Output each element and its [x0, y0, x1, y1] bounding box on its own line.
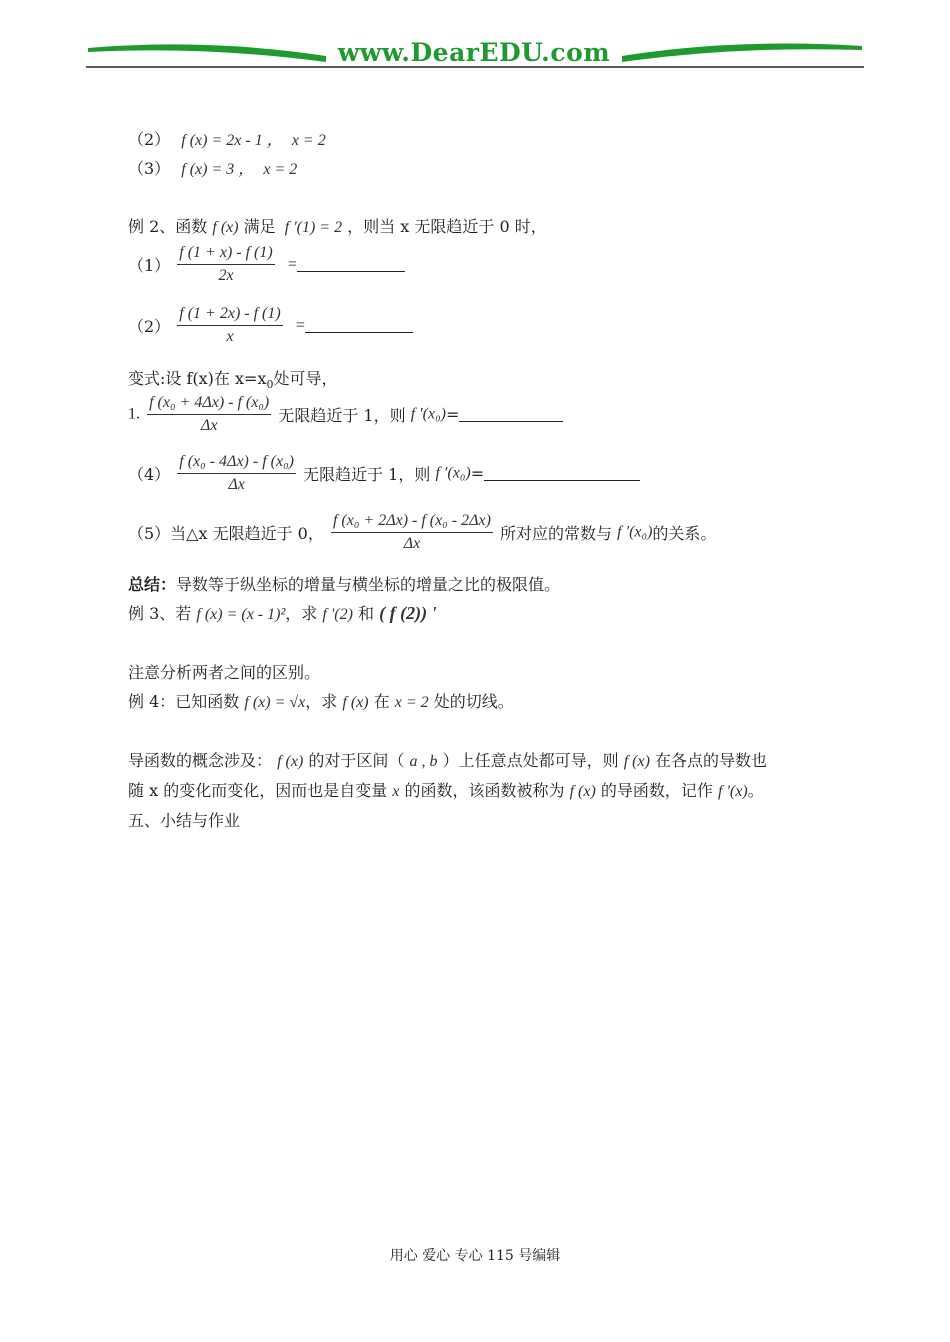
ex4-text-d: 处的切线。: [433, 692, 514, 711]
def-text-2b: 的函数，该函数被称为: [404, 781, 565, 800]
v4-fraction: [177, 453, 296, 494]
v1-equals: =: [445, 405, 460, 424]
header-site-title[interactable]: www.DearEDU.com: [337, 38, 611, 67]
ex2-2-label: （2）: [128, 317, 171, 336]
v4-text: 无限趋近于 1，则: [303, 465, 431, 484]
example-2-statement: [128, 214, 547, 237]
definition-line-2: [128, 778, 764, 801]
q2-label: （2）: [128, 130, 171, 149]
def-text-1a: 导函数的概念涉及：: [128, 751, 273, 770]
v4-denominator: Δx: [228, 476, 245, 493]
v1-label: 1.: [128, 405, 140, 423]
question-3: [128, 156, 297, 179]
ex2-1-fraction: [177, 244, 274, 285]
v4-label: （4）: [128, 465, 171, 484]
example-3: [128, 601, 437, 624]
summary-label: 总结：: [128, 575, 177, 594]
ex3-text-c: 和: [358, 604, 375, 623]
v1-fraction: [147, 394, 271, 435]
variant-5: [128, 512, 716, 553]
ex2-function: f (x): [212, 219, 239, 236]
ex3-derivative: f '(2): [322, 606, 353, 623]
def-interval: a , b: [409, 753, 438, 770]
ex2-1-answer-blank[interactable]: [297, 257, 405, 272]
v5-text-a: （5）当△x 无限趋近于 0，: [128, 524, 324, 543]
ex2-condition: f '(1) = 2: [284, 219, 343, 236]
question-2: [128, 127, 326, 150]
ex4-text-c: 在: [373, 692, 390, 711]
v5-numerator: f (x₀ + 2Δx) - f (x₀ - 2Δx): [331, 512, 493, 533]
v4-answer-blank[interactable]: [484, 466, 640, 481]
def-text-1c: ）上任意点处都可导，则: [442, 751, 619, 770]
ex2-1-numerator: f (1 + x) - f (1): [177, 244, 274, 265]
ex2-1-label: （1）: [128, 256, 171, 275]
v1-denominator: Δx: [200, 417, 218, 434]
ex4-point: x = 2: [394, 694, 429, 711]
ex2-2-equals: =: [295, 316, 305, 334]
v1-numerator: f (x₀ + 4Δx) - f (x₀): [147, 394, 271, 415]
def-text-1b: 的对于区间（: [308, 751, 405, 770]
def-derivative: f '(x): [718, 783, 748, 800]
example-2-part-1: [128, 244, 405, 285]
v1-answer-blank[interactable]: [459, 407, 563, 422]
ex4-text-a: 例 4：已知函数: [128, 692, 240, 711]
ex2-1-equals: =: [287, 255, 297, 273]
v5-text-b: 所对应的常数与: [500, 524, 613, 543]
q2-condition: x = 2: [291, 132, 326, 149]
ex2-text-b: 满足: [243, 217, 276, 236]
def-text-2d: 。: [747, 781, 764, 800]
v5-text-c: 的关系。: [652, 524, 717, 543]
ex2-2-numerator: f (1 + 2x) - f (1): [177, 305, 282, 326]
example-4: [128, 689, 514, 712]
ex3-text-a: 例 3、若: [128, 604, 192, 623]
page-footer: 用心 爱心 专心 115 号编辑: [389, 1248, 561, 1264]
v4-derivative: f ′(x₀): [435, 464, 471, 482]
ex2-text-c: ，则当 x 无限趋近于 0 时，: [347, 217, 547, 236]
ex2-text-a: 例 2、函数: [128, 217, 208, 236]
summary: [128, 572, 560, 595]
summary-text: 导数等于纵坐标的增量与横坐标的增量之比的极限值。: [176, 575, 561, 594]
v4-numerator: f (x₀ - 4Δx) - f (x₀): [177, 453, 296, 474]
q2-expression: f (x) = 2x - 1 ，: [181, 132, 283, 149]
v1-text: 无限趋近于 1，则: [278, 406, 406, 425]
v5-derivative: f ′(x₀): [617, 523, 653, 541]
example-2-part-2: [128, 305, 413, 346]
v4-equals: =: [470, 464, 485, 483]
ex4-function: f (x) = √x: [244, 694, 306, 711]
def-fx-2: f (x): [623, 753, 650, 770]
ex2-2-answer-blank[interactable]: [305, 318, 413, 333]
variant-4: [128, 453, 640, 494]
header-banner: [86, 36, 864, 72]
ex2-2-fraction: [177, 305, 282, 346]
variant-intro: [128, 366, 337, 391]
ex3-text-b: ，求: [285, 604, 318, 623]
def-fx-1: f (x): [277, 753, 304, 770]
def-fx-3: f (x): [569, 783, 596, 800]
v5-denominator: Δx: [403, 535, 421, 552]
q3-label: （3）: [128, 159, 171, 178]
def-text-1d: 在各点的导数也: [655, 751, 768, 770]
v5-fraction: [331, 512, 493, 553]
ex4-text-b: ，求: [305, 692, 338, 711]
variant-intro-end: 处可导，: [273, 369, 338, 388]
ex2-1-denominator: 2x: [218, 267, 234, 284]
v1-derivative: f ′(x₀): [410, 405, 446, 423]
ex3-expression: ( f (2)) ': [379, 603, 437, 623]
def-variable: x: [392, 783, 400, 800]
ex3-function: f (x) = (x - 1)²: [196, 606, 286, 623]
def-text-2a: 随 x 的变化而变化，因而也是自变量: [128, 781, 388, 800]
q3-expression: f (x) = 3 ，: [181, 161, 255, 178]
section-5-heading: 五、小结与作业: [128, 811, 241, 830]
variant-1: [128, 394, 563, 435]
variant-intro-text: 变式:设 f(x)在 x=x: [128, 369, 267, 388]
ex2-2-denominator: x: [226, 328, 234, 345]
ex4-fx: f (x): [342, 694, 369, 711]
definition-line-1: [128, 748, 767, 771]
variant-intro-subscript: 0: [266, 378, 274, 392]
note: 注意分析两者之间的区别。: [128, 663, 321, 682]
def-text-2c: 的导函数，记作: [600, 781, 713, 800]
q3-condition: x = 2: [263, 161, 298, 178]
